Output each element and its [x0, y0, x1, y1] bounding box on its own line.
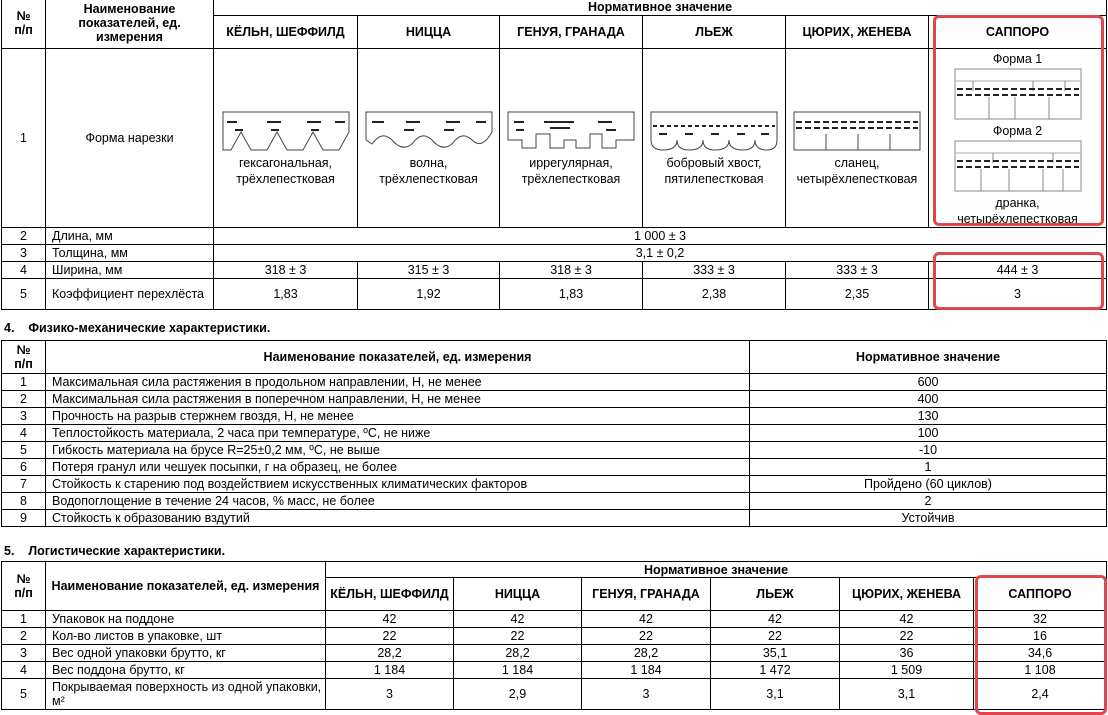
cut-shape-caption: дранка, четырёхлепестковая	[957, 196, 1078, 226]
row-value: 28,2	[454, 645, 582, 662]
row-value: 42	[454, 611, 582, 628]
row-name: Максимальная сила растяжения в продольном направлении, Н, не менее	[46, 374, 750, 391]
row-num: 3	[2, 408, 46, 425]
table-row	[2, 391, 1107, 408]
row-value: 3	[326, 679, 454, 710]
series-header: НИЦЦА	[358, 16, 500, 49]
row-num: 2	[2, 228, 46, 245]
beaver-tail-shingle-image	[649, 110, 779, 155]
row-value: 32	[974, 611, 1107, 628]
cut-shape-cell	[786, 49, 929, 228]
row-value: 28,2	[582, 645, 711, 662]
row-value: 42	[326, 611, 454, 628]
row-name: Толщина, мм	[46, 245, 214, 262]
row-name: Стойкость к образованию вздутий	[46, 510, 750, 527]
table-row	[2, 679, 1107, 710]
row-num: 1	[2, 611, 46, 628]
length-value: 1 000 ± 3	[214, 228, 1107, 245]
row-value: 130	[750, 408, 1107, 425]
row-name: Покрываемая поверхность из одной упаковки, м²	[46, 679, 326, 710]
table-row	[2, 408, 1107, 425]
table-row	[2, 493, 1107, 510]
row-value: 3,1	[711, 679, 840, 710]
table-row	[2, 628, 1107, 645]
row-name: Кол-во листов в упаковке, шт	[46, 628, 326, 645]
table-row	[2, 611, 1107, 628]
col-num-header: № п/п	[2, 562, 46, 611]
table-row	[2, 662, 1107, 679]
row-name: Коэффициент перехлёста	[46, 279, 214, 310]
row-num: 2	[2, 391, 46, 408]
row-value: 34,6	[974, 645, 1107, 662]
row-num: 5	[2, 679, 46, 710]
row-num: 9	[2, 510, 46, 527]
cut-shape-caption: иррегулярная, трёхлепестковая	[521, 156, 621, 186]
row-value: 22	[454, 628, 582, 645]
row-name: Длина, мм	[46, 228, 214, 245]
table-row	[2, 442, 1107, 459]
normative-header: Нормативное значение	[326, 562, 1107, 578]
row-num: 2	[2, 628, 46, 645]
row-value: Устойчив	[750, 510, 1107, 527]
cut-shape-cell	[500, 49, 643, 228]
row-value: 1	[750, 459, 1107, 476]
row-value: 3,1	[840, 679, 974, 710]
slate-shingle-image	[792, 110, 922, 155]
row-value: 2,9	[454, 679, 582, 710]
row-num: 3	[2, 645, 46, 662]
row-value: 3	[582, 679, 711, 710]
series-header: ЦЮРИХ, ЖЕНЕВА	[786, 16, 929, 49]
col-num-header: № п/п	[2, 341, 46, 374]
row-num: 5	[2, 279, 46, 310]
table-row	[2, 645, 1107, 662]
row-num: 5	[2, 442, 46, 459]
normative-header: Нормативное значение	[214, 0, 1107, 16]
row-num: 7	[2, 476, 46, 493]
logistics-table	[1, 561, 1107, 710]
row-value: 28,2	[326, 645, 454, 662]
row-num: 6	[2, 459, 46, 476]
row-value: 1 184	[454, 662, 582, 679]
physical-mechanical-table	[1, 340, 1107, 527]
overlap-value: 1,83	[500, 279, 643, 310]
row-value: 1 184	[326, 662, 454, 679]
table-row	[2, 476, 1107, 493]
series-header: ЛЬЕЖ	[711, 578, 840, 611]
cut-shape-cell	[643, 49, 786, 228]
cut-shape-cell	[214, 49, 358, 228]
series-header: КЁЛЬН, ШЕФФИЛД	[326, 578, 454, 611]
row-value: 42	[840, 611, 974, 628]
row-value: 42	[711, 611, 840, 628]
width-value: 333 ± 3	[643, 262, 786, 279]
row-name: Упаковок на поддоне	[46, 611, 326, 628]
characteristics-table-1	[1, 0, 1107, 310]
table-row	[2, 510, 1107, 527]
overlap-value: 3	[929, 279, 1107, 310]
row-num: 8	[2, 493, 46, 510]
row-value: 16	[974, 628, 1107, 645]
width-value: 444 ± 3	[929, 262, 1107, 279]
row-name: Вес одной упаковки брутто, кг	[46, 645, 326, 662]
row-value: 22	[326, 628, 454, 645]
row-name: Максимальная сила растяжения в поперечном направлении, Н, не менее	[46, 391, 750, 408]
row-value: 42	[582, 611, 711, 628]
series-header: ГЕНУЯ, ГРАНАДА	[500, 16, 643, 49]
row-value: 600	[750, 374, 1107, 391]
row-name: Стойкость к старению под воздействием искусственных климатических факторов	[46, 476, 750, 493]
section-4-title: 4. Физико-механические характеристики.	[4, 321, 271, 335]
row-value: 1 184	[582, 662, 711, 679]
row-value: 2	[750, 493, 1107, 510]
table-row	[2, 459, 1107, 476]
row-num: 3	[2, 245, 46, 262]
row-value: 1 108	[974, 662, 1107, 679]
table-row	[2, 425, 1107, 442]
col-name-header: Наименование показателей, ед. измерения	[46, 562, 326, 611]
row-name: Потеря гранул или чешуек посыпки, г на образец, не более	[46, 459, 750, 476]
row-value: 1 509	[840, 662, 974, 679]
cut-shape-cell	[358, 49, 500, 228]
series-header: САППОРО	[974, 578, 1107, 611]
table-row	[2, 374, 1107, 391]
row-name: Прочность на разрыв стержнем гвоздя, Н, не менее	[46, 408, 750, 425]
row-num: 4	[2, 662, 46, 679]
row-value: 2,4	[974, 679, 1107, 710]
row-name: Вес поддона брутто, кг	[46, 662, 326, 679]
cut-shape-caption: волна, трёхлепестковая	[379, 156, 478, 186]
row-value: 400	[750, 391, 1107, 408]
sapporo-form1-image	[953, 67, 1083, 123]
col-name-header: Наименование показателей, ед. измерения	[46, 0, 214, 49]
cut-shape-caption: сланец, четырёхлепестковая	[796, 156, 918, 186]
row-num: 4	[2, 262, 46, 279]
row-num: 4	[2, 425, 46, 442]
row-value: 22	[711, 628, 840, 645]
series-header: САППОРО	[929, 16, 1107, 49]
sapporo-form2-image	[953, 139, 1083, 195]
overlap-value: 1,83	[214, 279, 358, 310]
row-num: 1	[2, 374, 46, 391]
col-name-header: Наименование показателей, ед. измерения	[46, 341, 750, 374]
row-value: Пройдено (60 циклов)	[750, 476, 1107, 493]
thickness-value: 3,1 ± 0,2	[214, 245, 1107, 262]
row-name: Теплостойкость материала, 2 часа при температуре, ºС, не ниже	[46, 425, 750, 442]
cut-shape-caption: гексагональная, трёхлепестковая	[236, 156, 335, 186]
width-value: 318 ± 3	[500, 262, 643, 279]
form1-label: Форма 1	[992, 52, 1043, 66]
irregular-shingle-image	[506, 110, 636, 155]
row-name: Форма нарезки	[46, 49, 214, 228]
form2-label: Форма 2	[992, 124, 1043, 138]
row-value: 36	[840, 645, 974, 662]
row-name: Ширина, мм	[46, 262, 214, 279]
row-value: 100	[750, 425, 1107, 442]
overlap-value: 2,38	[643, 279, 786, 310]
series-header: ГЕНУЯ, ГРАНАДА	[582, 578, 711, 611]
row-value: 35,1	[711, 645, 840, 662]
row-value: 1 472	[711, 662, 840, 679]
wave-shingle-image	[364, 110, 494, 155]
series-header: НИЦЦА	[454, 578, 582, 611]
section-5-title: 5. Логистические характеристики.	[4, 544, 226, 558]
hexagonal-shingle-image	[221, 110, 351, 155]
overlap-value: 1,92	[358, 279, 500, 310]
overlap-value: 2,35	[786, 279, 929, 310]
series-header: ЦЮРИХ, ЖЕНЕВА	[840, 578, 974, 611]
width-value: 333 ± 3	[786, 262, 929, 279]
row-num: 1	[2, 49, 46, 228]
row-value: -10	[750, 442, 1107, 459]
col-num-header: № п/п	[2, 0, 46, 49]
series-header: ЛЬЕЖ	[643, 16, 786, 49]
cut-shape-caption: бобровый хвост, пятилепестковая	[664, 156, 764, 186]
row-name: Водопоглощение в течение 24 часов, % масс, не более	[46, 493, 750, 510]
row-value: 22	[840, 628, 974, 645]
col-value-header: Нормативное значение	[750, 341, 1107, 374]
series-header: КЁЛЬН, ШЕФФИЛД	[214, 16, 358, 49]
cut-shape-cell-sapporo	[929, 49, 1107, 228]
row-value: 22	[582, 628, 711, 645]
row-name: Гибкость материала на брусе R=25±0,2 мм, ºС, не выше	[46, 442, 750, 459]
width-value: 315 ± 3	[358, 262, 500, 279]
width-value: 318 ± 3	[214, 262, 358, 279]
